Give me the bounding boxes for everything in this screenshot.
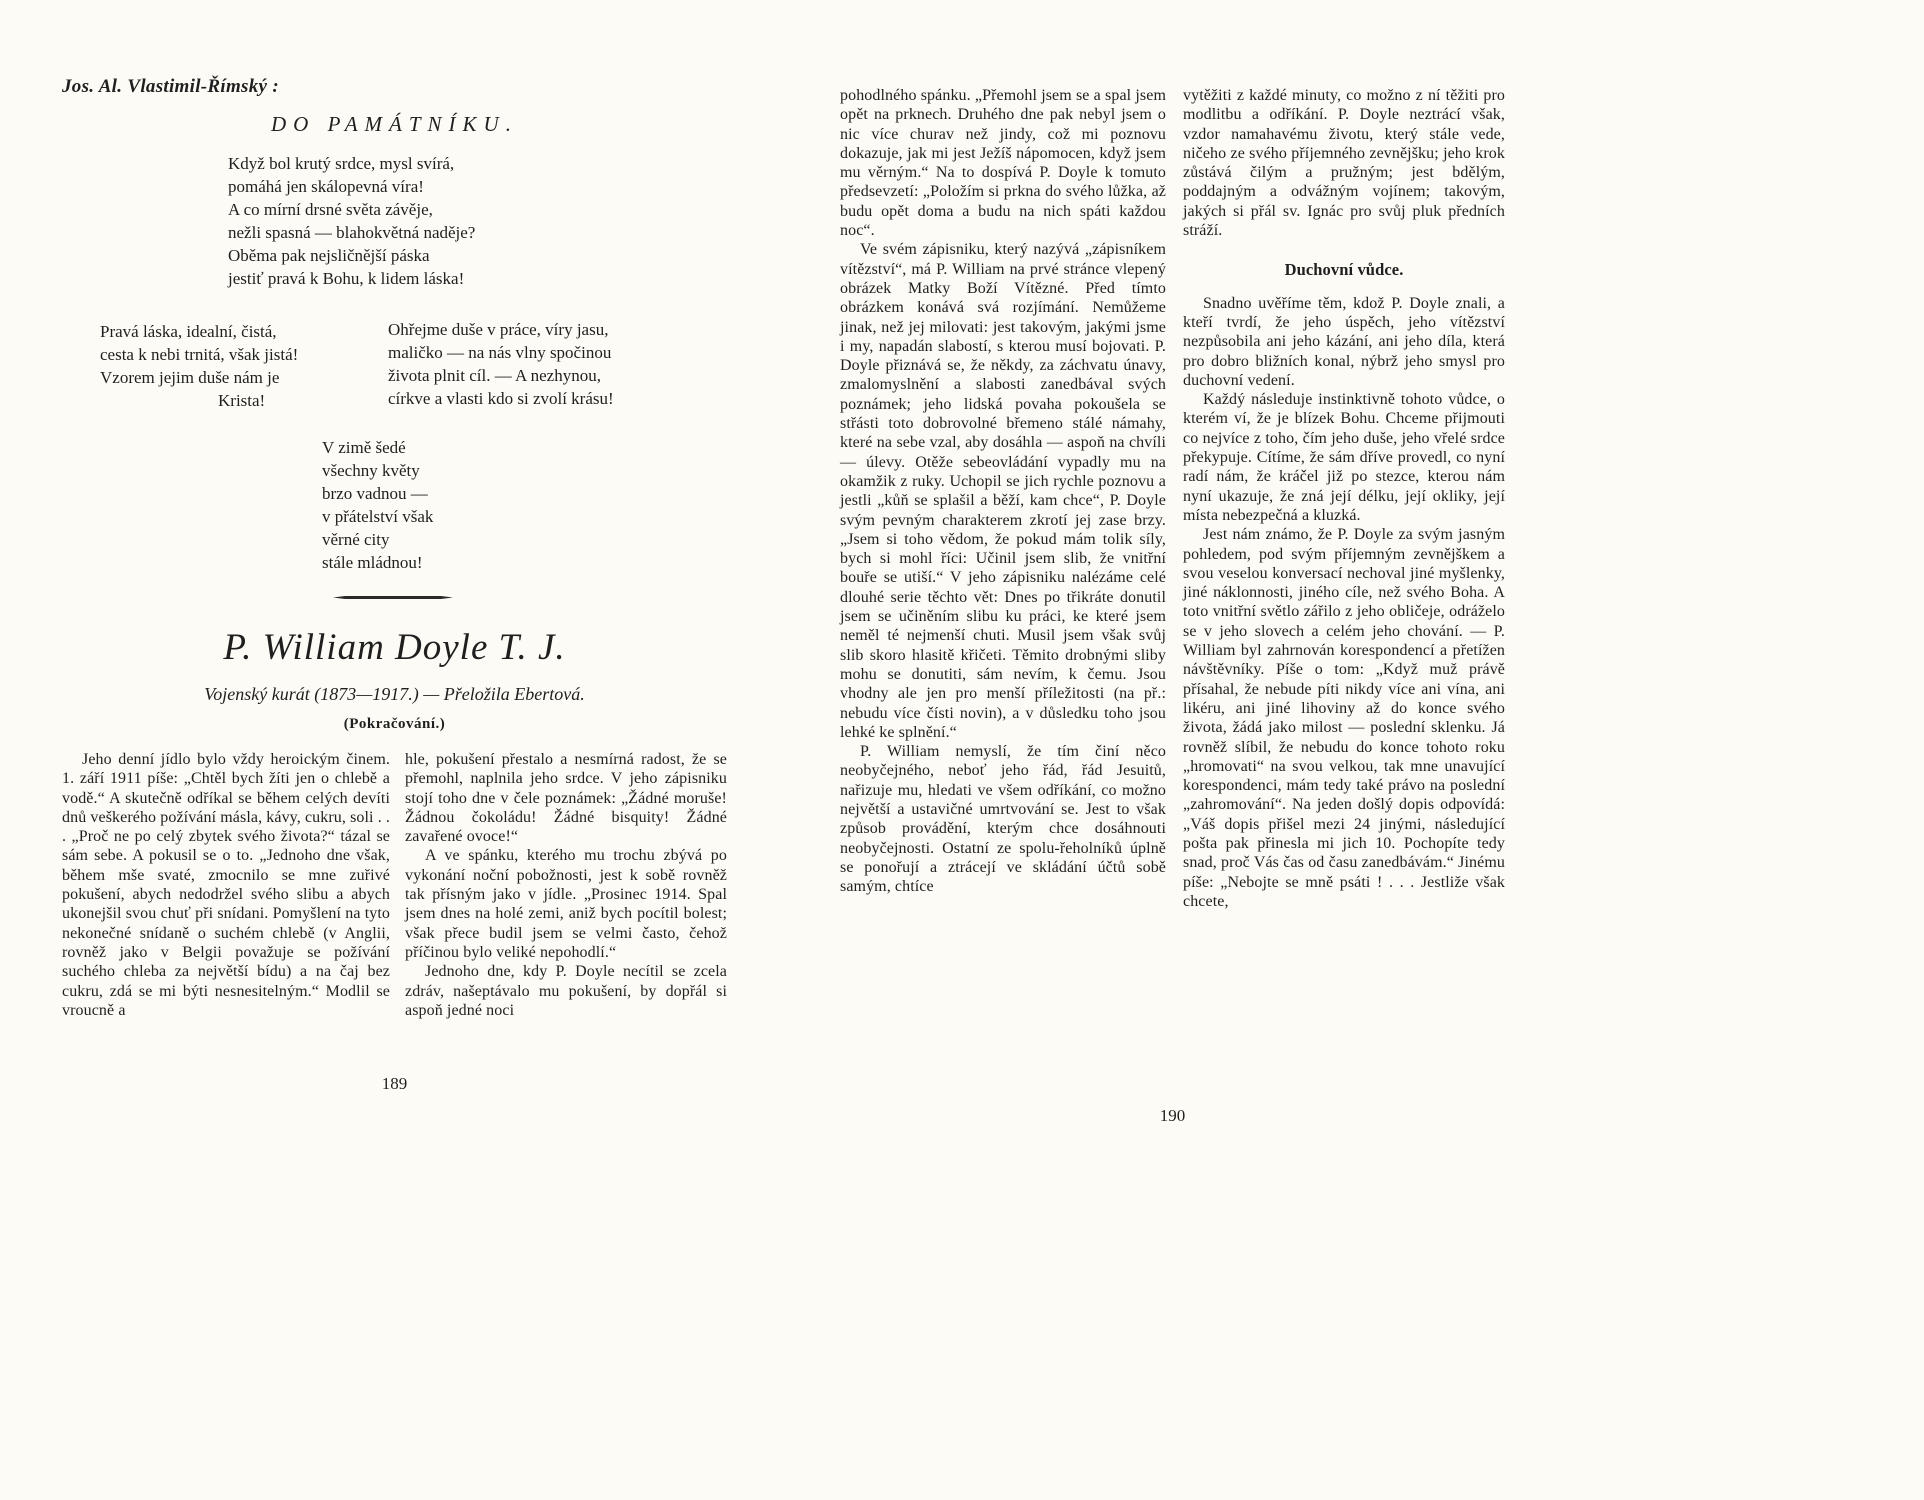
paragraph: Snadno uvěříme těm, kdož P. Doyle znali, a kteří tvrdí, že jeho úspěch, jeho vítězství nezpůsobila ani jeho kázání, ani jeho díla, která pro dobro bližních konal, nýbrž jeho smysl pro duchovní vedení.: [1183, 294, 1505, 389]
poem-line: církve a vlasti kdo si zvolí krásu!: [388, 389, 614, 408]
paragraph: vytěžiti z každé minuty, co možno z ní těžiti pro modlitbu a odříkání. P. Doyle neztrácí však, vzdor namahavému životu, který stále vede, ničeho ze svého příjemného zevnějšku; jeho krok zůstává čilým a pružným; jest bdělým, poddajným a odvážným vojínem; takovým, jakých si přál sv. Ignác pro svůj pluk předních stráží.: [1183, 87, 1505, 240]
poem-line: věrné city: [322, 530, 390, 549]
poem-line: v přátelství však: [322, 507, 434, 526]
poem-line: Když bol krutý srdce, mysl svírá,: [228, 154, 455, 173]
poem-line: A co mírní drsné světa závěje,: [228, 200, 433, 219]
left-page-column-1: [62, 750, 390, 1020]
poem-stanza-3: [322, 436, 433, 574]
left-page-column-2: [405, 750, 727, 1020]
poem-line: Oběma pak nejsličnější páska: [228, 246, 430, 265]
poem-line: V zimě šedé: [322, 438, 406, 457]
poem-line: Krista!: [218, 391, 266, 410]
paragraph: pohodlného spánku. „Přemohl jsem se a spal jsem opět na prknech. Druhého dne pak nebyl jsem o nic více churav než jindy, což mi poznovu dokazuje, jak mi jest Ježíš nápomocen, když jsem mu věrným.“ Na to dospívá P. Doyle k tomuto předsevzetí: „Položím si prkna do svého lůžka, až budu opět doma a budu na nich spáti každou noc“.: [840, 87, 1166, 240]
poem-line: Ohřejme duše v práce, víry jasu,: [388, 320, 609, 339]
right-page-column-1: [840, 86, 1166, 896]
paragraph: Jest nám známo, že P. Doyle za svým jasným pohledem, pod svým příjemným zevnějškem a svou veselou konversací nechoval jiné myšlenky, jiné náklonnosti, jiného cíle, než svého Boha. A toto vnitřní světlo zářilo z jeho obličeje, odráželo se v jeho slovech a celém jeho chování. — P. William byl zahrnován korespondencí a přetížen návštěvníky. Píše o tom: „Když muž právě přísahal, že nebude píti nikdy více ani vína, ani likéru, ani jiné lihoviny až do konce svého života, žádá jako milost — poslední sklenku. Já rovněž slíbil, že nebudu do konce tohoto roku „hromovati“ na svou velkou, tak mne unavující korespondenci, mám tedy také právo na poslední „zahromování“. Na jeden došlý dopis odpovídá: „Váš dopis přišel mezi 24 jinými, následující pošta pak přinesla mi jich 10. Pochopíte tedy snad, proč Vás čas od času zanedbávám.“ Jinému píše: „Nebojte se mně psáti ! . . . Jestliže však chcete,: [1183, 526, 1505, 910]
paragraph: A ve spánku, kterého mu trochu zbývá po vykonání noční pobožnosti, jest k sobě rovněž tak přísným jako v jídle. „Prosinec 1914. Spal jsem dnes na holé zemi, aniž bych pocítil bolest; však přece budil jsem se velmi často, čehož příčinou bylo veliké nepohodlí.“: [405, 847, 727, 961]
paragraph: Ve svém zápisniku, který nazývá „zápisníkem vítězství“, má P. William na prvé stránce vlepený obrázek Matky Boží Vítězné. Před tímto obrázkem konává svá rozjímání. Nemůžeme jinak, než jej milovati: jest takovým, jakými jsme i my, napadán slabostí, s kterou musí bojovati. P. Doyle přiznává se, že někdy, za záchvatu únavy, zmalomyslnění a slabosti zanedbával svých poznámek; jeho lidská povaha pokoušela se střásti toto dobrovolné břemeno stálé námahy, které na sebe vzal, aby dosáhla — aspoň na chvíli — úlevy. Otěže sebeovládání vypadly mu na okamžik z ruky. Uchopil se jich rychle poznovu a jestli „kůň se splašil a běží, kam chce“, P. Doyle svým pevným charakterem zkrotí jej zase brzy. „Jsem si toho vědom, že pokud mám tolik síly, bych si mohl říci: Učinil jsem slib, že vnitřní bouře se utiší.“ V jeho zápisniku nalézáme celé dlouhé serie těchto vět: Dnes po třikráte donutil jsem se učiněním slibu ku práci, ke které jsem neměl té nejmenší chuti. Musil jsem však svůj slib skoro hlasitě křičeti. Těmito drobnými sliby mohu se donutiti, sám nevím, k čemu. Jsou vhodny ale jen pro menší příležitosti (na př.: nebudu více čísti novin), a v důsledku toho jsou lehké ke splnění.“: [840, 241, 1166, 741]
poem-line: Pravá láska, idealní, čistá,: [100, 322, 277, 341]
page-number-right: 190: [1159, 1106, 1186, 1125]
poem-stanza-2-left: [100, 320, 298, 412]
article-subtitle: Vojenský kurát (1873—1917.) — Přeložila Ebertová.: [204, 684, 585, 704]
paragraph: Jednoho dne, kdy P. Doyle necítil se zcela zdráv, našeptávalo mu pokušení, by dopřál si aspoň jedné noci: [405, 963, 727, 1019]
page-number-left: 189: [381, 1074, 408, 1093]
section-heading: Duchovní vůdce.: [1284, 260, 1404, 280]
poem-line: brzo vadnou —: [322, 484, 428, 503]
right-page-column-2: [1183, 86, 1505, 911]
article-title: P. William Doyle T. J.: [223, 627, 566, 668]
paragraph: hle, pokušení přestalo a nesmírná radost, že se přemohl, naplnila jeho srdce. V jeho zápisniku stojí toho dne v čele poznámek: „Žádné moruše! Žádnou čokoládu! Žádné bisquity! Žádné zavařené ovoce!“: [405, 751, 727, 846]
section-divider: [333, 596, 453, 599]
poem-title: DO PAMÁTNÍKU.: [271, 112, 518, 136]
poem-stanza-2-right: [388, 318, 614, 410]
paragraph: Každý následuje instinktivně tohoto vůdce, o kterém ví, že je blízek Bohu. Chceme přijmouti co nejvíce z toho, čím jeho duše, jeho vřelé srdce překypuje. Cítíme, že sám dříve provedl, co nyní radí nám, že kráčel již po stezce, kterou nám nyní ukazuje, že zná její délku, její okliky, její místa nebezpečná a kluzká.: [1183, 391, 1505, 524]
poem-line: Vzorem jejim duše nám je: [100, 368, 280, 387]
poem-line: maličko — na nás vlny spočinou: [388, 343, 612, 362]
poem-line: jestiť pravá k Bohu, k lidem láska!: [228, 269, 465, 288]
poem-line: stále mládnou!: [322, 553, 423, 572]
paragraph: Jeho denní jídlo bylo vždy heroickým činem. 1. září 1911 píše: „Chtěl bych žíti jen o chlebě a vodě.“ A skutečně odříkal se během celých devíti dnů veškerého požívání másla, kávy, cukru, soli . . . „Proč ne po celý zbytek svého života?“ tázal se sám sebe. A pokusil se o to. „Jednoho dne však, během mše svaté, zmocnilo se mne zuřivé pokušení, abych nedodržel svého slibu a abych ukonejšil svou chuť při snídani. Pomyšlení na tyto nekonečné snídaně o suchém chlebě (v Anglii, rovněž jako v Belgii považuje se požívání suchého chleba za největší bídu) a na čaj bez cukru, zdá se mi býti nesnesitelným.“ Modlil se vroucně a: [62, 751, 390, 1019]
poem-line: pomáhá jen skálopevná víra!: [228, 177, 424, 196]
poem-line: nežli spasná — blahokvětná naděje?: [228, 223, 476, 242]
paragraph: P. William nemyslí, že tím činí něco neobyčejného, neboť jeho řád, řád Jesuitů, nařizuje mu, hledati ve všem odříkání, co možno největší a ustavičné umrtvování se. Jest to však způsob provádění, kterým chce dosáhnouti neobyčejnosti. Ostatní ze spolu-řeholníků úplně se ponořují a ztrácejí ve skládání účtů sobě samým, chtíce: [840, 743, 1166, 896]
poem-stanza-1: [228, 152, 475, 290]
poem-line: života plnit cíl. — A nezhynou,: [388, 366, 601, 385]
poem-line: cesta k nebi trnitá, však jistá!: [100, 345, 299, 364]
author-line: Jos. Al. Vlastimil-Římský :: [62, 76, 279, 97]
poem-line: všechny květy: [322, 461, 420, 480]
continuation-note: (Pokračování.): [343, 716, 446, 732]
